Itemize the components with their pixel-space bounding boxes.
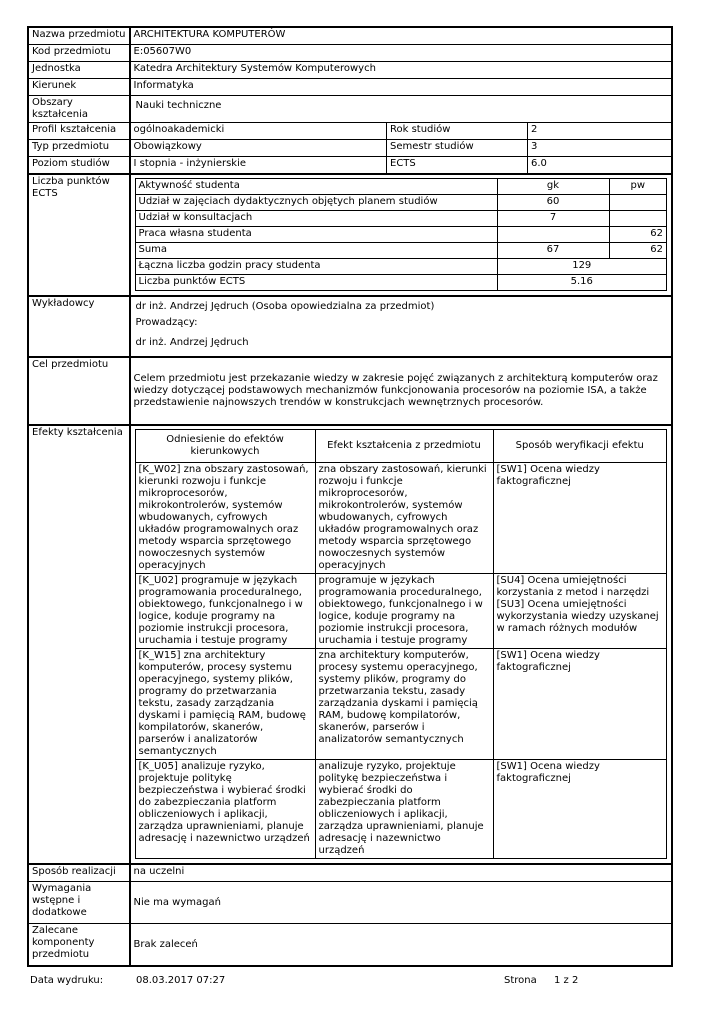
gk-header: gk [497, 179, 609, 195]
ects-row-gk: 7 [497, 211, 609, 227]
ects-row-gk [497, 227, 609, 243]
cel-label: Cel przedmiotu [29, 358, 130, 425]
ects-row-name: Udział w zajęciach dydaktycznych objętych planem studiów [135, 195, 497, 211]
print-date: 08.03.2017 07:27 [136, 975, 226, 986]
lecturer-line: dr inż. Andrzej Jędruch (Osoba opowiedzialna za przedmiot) [135, 301, 435, 312]
ects-label: ECTS [387, 157, 528, 174]
outcome-ref: [K_W15] zna architektury komputerów, procesy systemu operacyjnego, systemy plików, programy do przetwarzania tekstu, zasady zarządzania dyskami i pamięcią RAM, budowę kompilatorów, skanerów, parserów i analizatorów semantycznych [135, 649, 315, 760]
info-table [28, 27, 672, 174]
table-row [135, 760, 667, 859]
ects-row-gk: 67 [497, 243, 609, 259]
outcome-ref: [K_U02] programuje w językach programowania proceduralnego, obiektowego, funkcjonalnego i w logice, koduje programy na poziomie instrukcji procesora, uruchamia i testuje programy [135, 574, 315, 649]
ects-points-label: Liczba punktów ECTS [29, 175, 130, 296]
outcome-ref: [K_W02] zna obszary zastosowań, kierunki rozwoju i funkcje mikroprocesorów, mikrokontrolerów, systemów wbudowanych, cyfrowych układów programowalnych oraz metody wsparcia sprzętowego nowoczesnych systemów operacyjnych [135, 463, 315, 574]
outcome-method: [SW1] Ocena wiedzy faktograficznej [493, 760, 667, 859]
activity-header: Aktywność studenta [135, 179, 497, 195]
profil-value: ogólnoakademicki [130, 123, 387, 140]
table-row [135, 463, 667, 574]
profil-label: Profil kształcenia [29, 123, 130, 140]
outcome-effect: programuje w językach programowania proceduralnego, obiektowego, funkcjonalnego i w logice, koduje programy na poziomie instrukcji procesora, uruchamia i testuje programy [315, 574, 493, 649]
nazwa-value: ARCHITEKTURA KOMPUTERÓW [130, 28, 672, 45]
ects-row-name: Suma [135, 243, 497, 259]
table-row [135, 574, 667, 649]
table-row [135, 649, 667, 760]
ects-row-pw [609, 211, 667, 227]
outcomes-table [135, 429, 668, 859]
outcome-effect: analizuje ryzyko, projektuje politykę bezpieczeństwa i wybierać środki do zabezpieczania platform obliczeniowych i aplikacji, zarządza uprawnieniami, planuje adresację i nazewnictwo urządzeń [315, 760, 493, 859]
prowadzacy-label: Prowadzący: [135, 317, 198, 328]
pw-header: pw [609, 179, 667, 195]
print-date-label: Data wydruku: [30, 975, 104, 986]
wymagania-value: Nie ma wymagań [130, 882, 672, 924]
rok-value: 2 [528, 123, 672, 140]
semestr-value: 3 [528, 140, 672, 157]
outcome-method: [SW1] Ocena wiedzy faktograficznej [493, 649, 667, 760]
ects-row-name: Udział w konsultacjach [135, 211, 497, 227]
outcome-effect: zna architektury komputerów, procesy systemu operacyjnego, systemy plików, programy do przetwarzania tekstu, zasady zarządzania dyskami i pamięcią RAM, budowę kompilatorów, skanerów, parserów i analizatorów semantycznych [315, 649, 493, 760]
outcomes-section [28, 425, 672, 864]
cel-text: Celem przedmiotu jest przekazanie wiedzy w zakresie pojęć związanych z architekturą komputerów oraz wiedzy dotyczącej podstawowych mechanizmów funkcjonowania procesorów na poziomie ISA, a także przedstawienie najnowszych trendów w konstrukcjach wewnętrznych procesorów. [130, 358, 672, 425]
poziom-value: I stopnia - inżynierskie [130, 157, 387, 174]
total-ects-label: Liczba punktów ECTS [135, 275, 497, 291]
wykladowcy-label: Wykładowcy [29, 297, 130, 357]
outcome-method: [SW1] Ocena wiedzy faktograficznej [493, 463, 667, 574]
outcomes-header-effect: Efekt kształcenia z przedmiotu [315, 430, 493, 463]
zalecane-value: Brak zaleceń [130, 924, 672, 966]
outcome-method: [SU4] Ocena umiejętności korzystania z metod i narzędzi [SU3] Ocena umiejętności wykorzystania wiedzy uzyskanej w ramach różnych modułów [493, 574, 667, 649]
kierunek-value: Informatyka [130, 79, 672, 96]
efekty-label: Efekty kształcenia [29, 426, 130, 864]
semestr-label: Semestr studiów [387, 140, 528, 157]
ects-value: 6.0 [528, 157, 672, 174]
total-hours-value: 129 [497, 259, 667, 275]
ects-row-gk: 60 [497, 195, 609, 211]
jednostka-value: Katedra Architektury Systemów Komputerowych [130, 62, 672, 79]
jednostka-label: Jednostka [29, 62, 130, 79]
zalecane-label: Zalecane komponenty przedmiotu [29, 924, 130, 966]
bottom-info [28, 864, 672, 966]
outcomes-header-method: Sposób weryfikacji efektu [493, 430, 667, 463]
total-hours-label: Łączna liczba godzin pracy studenta [135, 259, 497, 275]
ects-row-pw [609, 195, 667, 211]
outcomes-header-ref: Odniesienie do efektów kierunkowych [135, 430, 315, 463]
kod-label: Kod przedmiotu [29, 45, 130, 62]
outcome-effect: zna obszary zastosowań, kierunki rozwoju i funkcje mikroprocesorów, mikrokontrolerów, systemów wbudowanych, cyfrowych układów programowalnych oraz metody wsparcia sprzętowego nowoczesnych systemów operacyjnych [315, 463, 493, 574]
rok-label: Rok studiów [387, 123, 528, 140]
typ-value: Obowiązkowy [130, 140, 387, 157]
kierunek-label: Kierunek [29, 79, 130, 96]
lecturer-line: dr inż. Andrzej Jędruch [135, 337, 249, 348]
wymagania-label: Wymagania wstępne i dodatkowe [29, 882, 130, 924]
ects-section [28, 174, 672, 296]
syllabus-sheet [27, 26, 673, 967]
sposob-label: Sposób realizacji [29, 865, 130, 882]
ects-row-pw: 62 [609, 227, 667, 243]
typ-label: Typ przedmiotu [29, 140, 130, 157]
goal-section [28, 357, 672, 425]
nazwa-label: Nazwa przedmiotu [29, 28, 130, 45]
obszary-value: Nauki techniczne [130, 96, 672, 123]
total-ects-value: 5.16 [497, 275, 667, 291]
sposob-value: na uczelni [130, 865, 672, 882]
outcome-ref: [K_U05] analizuje ryzyko, projektuje politykę bezpieczeństwa i wybierać środki do zabezpieczania platform obliczeniowych i aplikacji, zarządza uprawnieniami, planuje adresację i nazewnictwo urządzeń [135, 760, 315, 859]
kod-value: E:05607W0 [130, 45, 672, 62]
obszary-label: Obszary kształcenia [29, 96, 130, 123]
ects-points-table [135, 178, 668, 291]
lecturers-section [28, 296, 672, 357]
ects-row-name: Praca własna studenta [135, 227, 497, 243]
ects-row-pw: 62 [609, 243, 667, 259]
poziom-label: Poziom studiów [29, 157, 130, 174]
page-number: 1 z 2 [554, 975, 579, 986]
page-label: Strona [504, 975, 537, 986]
